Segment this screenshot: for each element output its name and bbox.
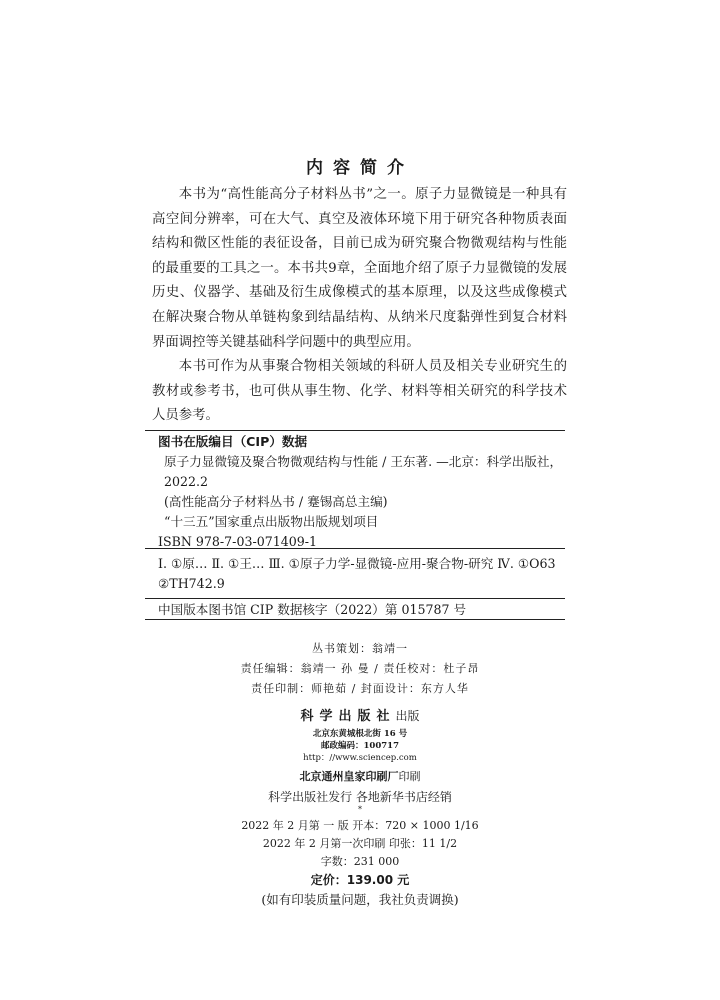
summary-title: 内容简介 bbox=[306, 158, 414, 178]
cip-block bbox=[158, 432, 563, 552]
distribution: 科学出版社发行 各地新华书店经销 bbox=[268, 790, 452, 804]
summary-paragraph-2: 本书可作为从事聚合物相关领域的科研人员及相关专业研究生的教材或参考书，也可供从事生物、化学、材料等相关研究的科学技术人员参考。 bbox=[152, 359, 567, 424]
publisher-block bbox=[0, 705, 720, 815]
cip-heading: 图书在版编目（CIP）数据 bbox=[158, 434, 308, 449]
cip-entry: 原子力显微镜及聚合物微观结构与性能 / 王东著. —北京：科学出版社，2022.2 bbox=[164, 454, 563, 489]
spec-block bbox=[0, 817, 720, 909]
spec-edition: 2022 年 2 月第 一 版 开本：720 × 1000 1/16 bbox=[241, 819, 479, 832]
printer-name: 北京通州皇家印刷厂 bbox=[299, 770, 399, 783]
separator-mark: * bbox=[358, 805, 362, 814]
cip-project: “十三五”国家重点出版物出版规划项目 bbox=[164, 514, 379, 529]
credits-block bbox=[0, 639, 720, 699]
divider-bottom bbox=[145, 619, 565, 620]
cip-isbn: ISBN 978-7-03-071409-1 bbox=[158, 534, 318, 549]
cip-record-block bbox=[158, 600, 563, 620]
credits-planner: 丛书策划：翁靖一 bbox=[312, 642, 408, 655]
credits-editors: 责任编辑：翁靖一 孙 曼 / 责任校对：杜子昂 bbox=[240, 662, 480, 675]
cip-record: 中国版本图书馆 CIP 数据核字（2022）第 015787 号 bbox=[158, 602, 467, 617]
publisher-postcode: 邮政编码：100717 bbox=[321, 741, 399, 751]
publisher-website: http：//www.sciencep.com bbox=[303, 753, 417, 763]
cip-classification-block bbox=[158, 554, 563, 594]
spec-word-count: 字数：231 000 bbox=[320, 855, 400, 868]
spec-price: 定价：139.00 元 bbox=[310, 873, 410, 887]
publisher-address: 北京东黄城根北街 16 号 bbox=[312, 729, 408, 739]
cip-classification: Ⅰ. ①原… Ⅱ. ①王… Ⅲ. ①原子力学-显微镜-应用-聚合物-研究 Ⅳ. ①O63 ②TH742.9 bbox=[158, 556, 556, 591]
spec-printing: 2022 年 2 月第一次印刷 印张：11 1/2 bbox=[262, 837, 458, 850]
publisher-name: 科学出版社 bbox=[300, 709, 396, 724]
publisher-name-suffix: 出版 bbox=[395, 709, 420, 723]
credits-printing-design: 责任印制：师艳茹 / 封面设计：东方人华 bbox=[251, 682, 469, 695]
divider-isbn bbox=[145, 548, 565, 549]
cip-series: (高性能高分子材料丛书 / 蹇锡高总主编) bbox=[164, 494, 388, 509]
divider-classification bbox=[145, 598, 565, 599]
spec-notice: (如有印装质量问题，我社负责调换) bbox=[261, 892, 459, 907]
printer-suffix: 印刷 bbox=[398, 770, 421, 783]
summary-body bbox=[152, 183, 567, 429]
divider-top bbox=[145, 430, 565, 431]
summary-paragraph-1: 本书为“高性能高分子材料丛书”之一。原子力显微镜是一种具有高空间分辨率，可在大气、真空及液体环境下用于研究各种物质表面结构和微区性能的表征设备，目前已成为研究聚合物微观结构与性能的最重要的工具之一。本书共9章，全面地介绍了原子力显微镜的发展历史、仪器学、基础及衍生成像模式的基本原理，以及这些成像模式在解决聚合物从单链构象到结晶结构、从纳米尺度黏弹性到复合材料界面调控等关键基础科学问题中的典型应用。 bbox=[152, 187, 567, 350]
